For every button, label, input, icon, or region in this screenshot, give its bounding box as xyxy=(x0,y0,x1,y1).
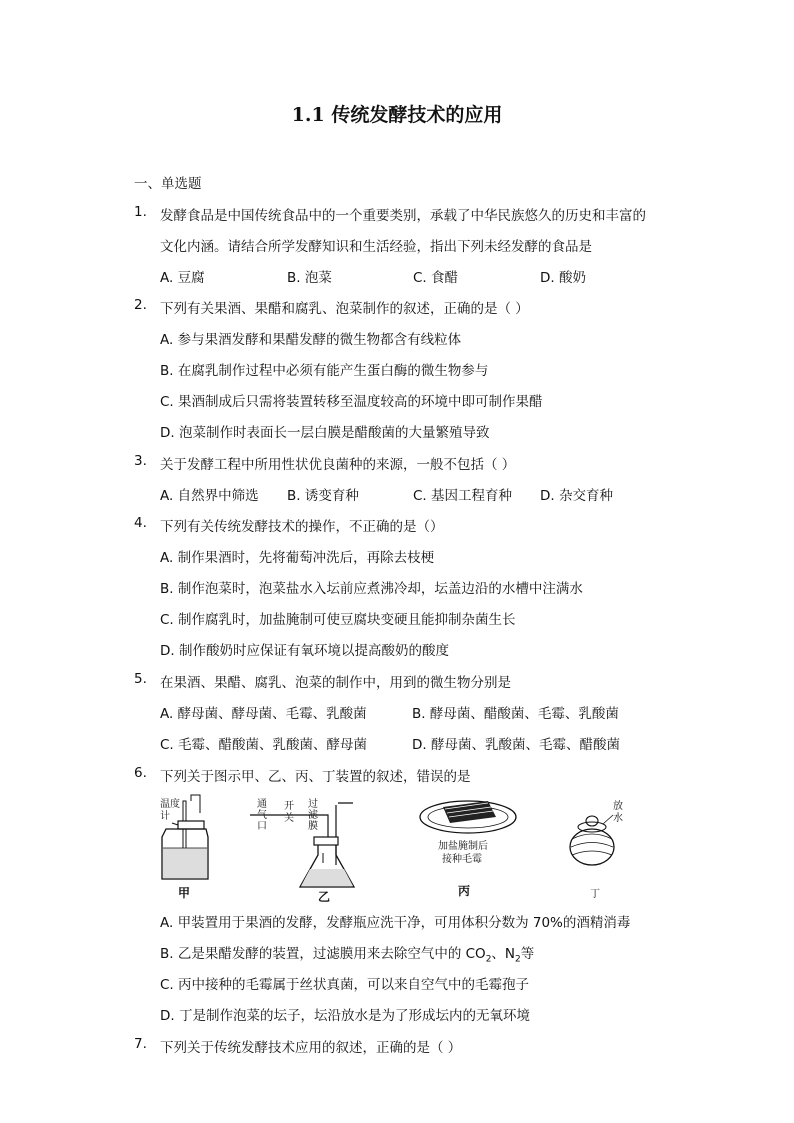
question-number: 4. xyxy=(134,515,147,531)
vent-label-1: 通 xyxy=(257,799,267,810)
option-c: C. 丙中接种的毛霉属于丝状真菌，可以来自空气中的毛霉孢子 xyxy=(160,977,530,993)
bing-text-2: 接种毛霉 xyxy=(442,854,482,865)
question-stem: 下列有关果酒、果醋和腐乳、泡菜制作的叙述，正确的是（ ） xyxy=(160,301,529,317)
figure-caption-bing: 丙 xyxy=(458,884,471,898)
filter-label-3: 膜 xyxy=(308,821,318,832)
figure-caption-ding: 丁 xyxy=(590,889,600,900)
vent-label-3: 口 xyxy=(257,821,267,832)
section-heading: 一、单选题 xyxy=(134,176,202,192)
option-d: D. 丁是制作泡菜的坛子，坛沿放水是为了形成坛内的无氧环境 xyxy=(160,1008,530,1024)
question-number: 2. xyxy=(134,297,147,313)
filter-label-2: 滤 xyxy=(308,810,318,821)
water-label-2: 水 xyxy=(613,813,623,824)
option-b: B. 酵母菌、醋酸菌、毛霉、乳酸菌 xyxy=(412,706,619,722)
question-number: 5. xyxy=(134,671,147,687)
thermometer-label-2: 计 xyxy=(160,811,170,822)
question-number: 3. xyxy=(134,453,147,469)
question-stem: 下列关于图示甲、乙、丙、丁装置的叙述，错误的是 xyxy=(160,769,471,785)
option-c: C. 基因工程育种 xyxy=(413,488,513,504)
page-title: 1.1 传统发酵技术的应用 xyxy=(291,104,503,126)
apparatus-bing xyxy=(420,801,516,898)
option-b: B. 在腐乳制作过程中必须有能产生蛋白酶的微生物参与 xyxy=(160,363,489,379)
question-stem: 下列关于传统发酵技术应用的叙述，正确的是（ ） xyxy=(160,1040,462,1056)
option-c: C. 食醋 xyxy=(413,270,459,286)
option-c: C. 制作腐乳时，加盐腌制可使豆腐块变硬且能抑制杂菌生长 xyxy=(160,612,516,628)
question-number: 7. xyxy=(134,1036,147,1052)
option-d: D. 制作酸奶时应保证有氧环境以提高酸奶的酸度 xyxy=(160,643,449,659)
thermometer-label-1: 温度 xyxy=(160,799,180,810)
switch-label-2: 关 xyxy=(284,813,294,824)
option-d: D. 杂交育种 xyxy=(540,488,613,504)
option-b: B. 制作泡菜时，泡菜盐水入坛前应煮沸冷却，坛盖边沿的水槽中注满水 xyxy=(160,581,583,597)
option-a: A. 制作果酒时，先将葡萄冲洗后，再除去枝梗 xyxy=(160,550,435,566)
option-a: A. 豆腐 xyxy=(160,270,205,286)
switch-label-1: 开 xyxy=(284,801,294,812)
option-b: B. 诱变育种 xyxy=(287,488,359,504)
question-stem: 关于发酵工程中所用性状优良菌种的来源，一般不包括（ ） xyxy=(160,457,516,473)
question-stem: 在果酒、果醋、腐乳、泡菜的制作中，用到的微生物分别是 xyxy=(160,675,511,691)
bing-text-1: 加盐腌制后 xyxy=(438,841,488,852)
question-number: 6. xyxy=(134,765,147,781)
question-number: 1. xyxy=(134,204,147,220)
vent-label-2: 气 xyxy=(257,810,267,821)
apparatus-figure xyxy=(158,793,628,905)
option-b: B. 泡菜 xyxy=(287,270,332,286)
figure-caption-yi: 乙 xyxy=(318,890,331,904)
apparatus-jia xyxy=(160,795,208,900)
question-stem: 文化内涵。请结合所学发酵知识和生活经验，指出下列未经发酵的食品是 xyxy=(160,239,592,255)
option-a: A. 自然界中筛选 xyxy=(160,488,259,504)
option-d: D. 酸奶 xyxy=(540,270,586,286)
option-c: C. 毛霉、醋酸菌、乳酸菌、酵母菌 xyxy=(160,737,368,753)
apparatus-yi xyxy=(250,797,354,904)
option-a: A. 酵母菌、酵母菌、毛霉、乳酸菌 xyxy=(160,706,367,722)
option-d: D. 泡菜制作时表面长一层白膜是醋酸菌的大量繁殖导致 xyxy=(160,425,490,441)
apparatus-ding xyxy=(570,799,623,900)
question-stem: 发酵食品是中国传统食品中的一个重要类别，承载了中华民族悠久的历史和丰富的 xyxy=(160,208,646,224)
option-a: A. 参与果酒发酵和果醋发酵的微生物都含有线粒体 xyxy=(160,332,462,348)
figure-caption-jia: 甲 xyxy=(178,886,191,900)
option-c: C. 果酒制成后只需将装置转移至温度较高的环境中即可制作果醋 xyxy=(160,394,543,410)
option-d: D. 酵母菌、乳酸菌、毛霉、醋酸菌 xyxy=(412,737,620,753)
filter-label-1: 过 xyxy=(308,799,318,810)
option-b: B. 乙是果醋发酵的装置，过滤膜用来去除空气中的 $CO_2$、$N_2$等 xyxy=(160,946,535,965)
water-label-1: 放 xyxy=(613,801,623,812)
question-stem: 下列有关传统发酵技术的操作，不正确的是（） xyxy=(160,519,444,535)
option-a: A. 甲装置用于果酒的发酵，发酵瓶应洗干净，可用体积分数为 70%的酒精消毒 xyxy=(160,915,631,931)
